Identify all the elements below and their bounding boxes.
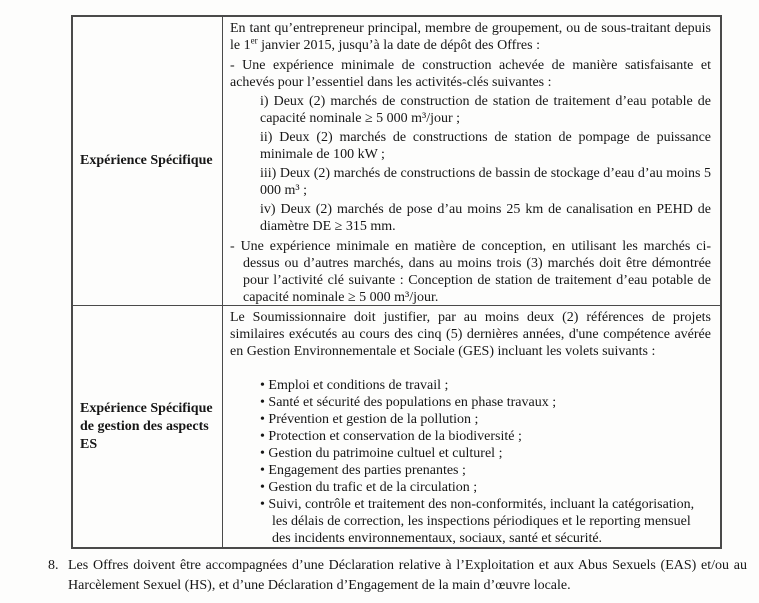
subitem-i: i) Deux (2) marchés de construction de station de traitement d’eau potable de capacité nominale ≥ 5 000 m³/jour ; — [260, 94, 711, 126]
row-header-label: Expérience Spécifique — [80, 153, 213, 168]
subitem-iv: iv) Deux (2) marchés de pose d’au moins 25 km de canalisation en PEHD de diamètre DE ≥ 315 mm. — [260, 202, 711, 234]
ordinal-superscript: er — [250, 35, 258, 46]
row-header-experience-gestion-es — [73, 306, 223, 547]
paragraph-intro — [230, 20, 711, 54]
cell-experience-gestion-es-details — [223, 306, 720, 547]
subitem-list-key-activities — [260, 93, 711, 235]
subitem-iii: iii) Deux (2) marchés de constructions de bassin de stockage d’eau d’au moins 5 000 m³ ; — [260, 166, 711, 198]
qualification-requirements-table — [71, 15, 722, 549]
row-header-experience-specifique — [73, 17, 223, 306]
bullet-item: • Emploi et conditions de travail ; — [256, 377, 711, 394]
paragraph-dash-construction: - Une expérience minimale de construction achevée de manière satisfaisante et achevés pour l’essentiel dans les activités-clés suivantes : — [230, 58, 711, 90]
cell-experience-specifique-details — [223, 17, 720, 306]
paragraph-dash-conception: - Une expérience minimale en matière de conception, en utilisant les marchés ci-dessus ou d’autres marchés, dans au moins trois (3) marchés doit être démontrée pour l’activité clé suivante : Conception de station de traitement d’eau potable de capacité nominale ≥ 5 000 m³/jour. — [230, 239, 711, 305]
paragraph-intro-ges: Le Soumissionnaire doit justifier, par au moins deux (2) références de projets similaires exécutés au cours des cinq (5) dernières années, d'une compétence avérée en Gestion Environnementale et Sociale (GES) incluant les volets suivants : — [230, 310, 711, 359]
footnote-text: Les Offres doivent être accompagnées d’une Déclaration relative à l’Exploitation et aux Abus Sexuels (EAS) et/ou au Harcèlement Sexuel (HS), et d’une Déclaration d’Engagement de la main d’œuvre locale. — [68, 558, 747, 593]
bullet-item: • Protection et conservation de la biodiversité ; — [256, 428, 711, 445]
bullet-item: • Gestion du trafic et de la circulation ; — [256, 479, 711, 496]
bullet-item: • Suivi, contrôle et traitement des non-conformités, incluant la catégorisation, les délais de correction, les inspections périodiques et le reporting mensuel des incidents environnementaux, sociaux, santé et sécurité. — [256, 496, 711, 547]
subitem-ii: ii) Deux (2) marchés de constructions de station de pompage de puissance minimale de 100 kW ; — [260, 130, 711, 162]
bullet-item: • Gestion du patrimoine cultuel et culturel ; — [256, 445, 711, 462]
footnote-item-8 — [48, 556, 747, 595]
bullet-list-volets-ges — [256, 377, 711, 547]
bullet-item: • Engagement des parties prenantes ; — [256, 462, 711, 479]
bullet-item: • Santé et sécurité des populations en phase travaux ; — [256, 394, 711, 411]
intro-text-post: janvier 2015, jusqu’à la date de dépôt des Offres : — [257, 38, 540, 53]
bullet-item: • Prévention et gestion de la pollution ; — [256, 411, 711, 428]
footnote-number: 8. — [48, 558, 59, 573]
row-header-label: Expérience Spécifique de gestion des aspects ES — [80, 400, 213, 452]
intro-text-pre: En tant qu’entrepreneur principal, membre de groupement, ou de sous-traitant depuis le 1 — [230, 21, 711, 53]
